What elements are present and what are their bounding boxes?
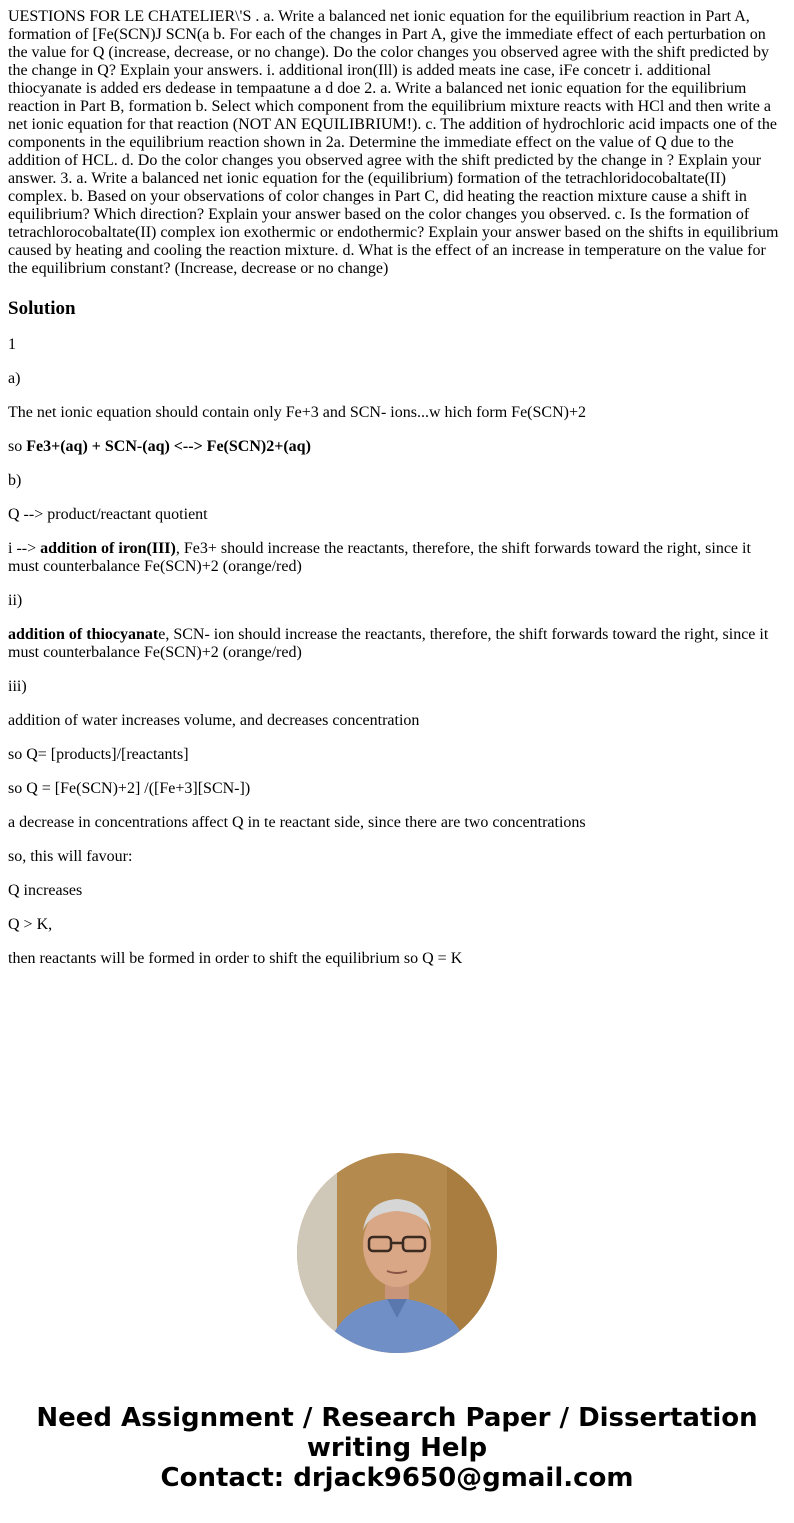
footer-contact: Contact: drjack9650@gmail.com xyxy=(160,1463,634,1493)
solution-paragraph: Q increases xyxy=(8,882,83,899)
bold-equation: Fe3+(aq) + SCN-(aq) <--> Fe(SCN)2+(aq) xyxy=(26,438,311,455)
solution-paragraph: a decrease in concentrations affect Q in te reactant side, since there are two concentrations xyxy=(8,814,586,831)
solution-paragraph: Q --> product/reactant quotient xyxy=(8,506,208,523)
solution-heading: Solution xyxy=(8,298,76,319)
solution-paragraph: so Q = [Fe(SCN)+2] /([Fe+3][SCN-]) xyxy=(8,780,251,797)
avatar xyxy=(297,1153,497,1353)
solution-paragraph: The net ionic equation should contain only Fe+3 and SCN- ions...w hich form Fe(SCN)+2 xyxy=(8,404,586,421)
solution-paragraph: so Q= [products]/[reactants] xyxy=(8,746,189,763)
solution-paragraph: 1 xyxy=(8,336,16,353)
solution-paragraph: ii) xyxy=(8,592,23,609)
avatar-portrait-icon xyxy=(297,1153,497,1353)
solution-paragraph xyxy=(8,626,786,662)
text-span: i --> xyxy=(8,540,41,557)
contact-footer xyxy=(0,1403,794,1493)
solution-paragraph: a) xyxy=(8,370,21,387)
footer-line: writing Help xyxy=(306,1433,488,1463)
solution-paragraph: iii) xyxy=(8,678,27,695)
solution-paragraph xyxy=(8,438,786,456)
solution-paragraph: b) xyxy=(8,472,22,489)
text-span: e, SCN- ion should increase the reactants, therefore, the shift forwards toward the right, since it must counterbalance Fe(SCN)+2 (orange/red) xyxy=(8,626,769,661)
solution-paragraph: Q > K, xyxy=(8,916,53,933)
text-span: , Fe3+ should increase the reactants, therefore, the shift forwards toward the right, since it must counterbalance Fe(SCN)+2 (orange/red) xyxy=(8,540,751,575)
solution-paragraph: addition of water increases volume, and decreases concentration xyxy=(8,712,420,729)
bold-text: addition of thiocyanat xyxy=(8,626,159,643)
solution-paragraph: then reactants will be formed in order to shift the equilibrium so Q = K xyxy=(8,950,463,967)
bold-text: addition of iron(III) xyxy=(40,540,176,557)
text-span: so xyxy=(8,438,27,455)
question-text: UESTIONS FOR LE CHATELIER\'S . a. Write a balanced net ionic equation for the equilibrium reaction in Part A, formation of [Fe(SCN)J SCN(a b. For each of the changes in Part A, give the immediate effect of each perturbation on the value for Q (increase, decrease, or no change). Do the color changes you observed agree with the shift predicted by the change in Q? Explain your answers. i. additional iron(Ill) is added meats ine case, iFe concetr i. additional thiocyanate is added ers dedease in tempaatune a d doe 2. a. Write a balanced net ionic equation for the equilibrium reaction in Part B, formation b. Select which component from the equilibrium mixture reacts with HCl and then write a net ionic equation for that reaction (NOT AN EQUILIBRIUM!). c. The addition of hydrochloric acid impacts one of the components in the equilibrium reaction shown in 2a. Determine the immediate effect on the value of Q due to the addition of HCL. d. Do the color changes you observed agree with the shift predicted by the change in ? Explain your answer. 3. a. Write a balanced net ionic equation for the (equilibrium) formation of the tetrachloridocobaltate(II) complex. b. Based on your observations of color changes in Part C, did heating the reaction mixture cause a shift in equilibrium? Which direction? Explain your answer based on the color changes you observed. c. Is the formation of tetrachlorocobaltate(II) complex ion exothermic or endothermic? Explain your answer based on the shifts in equilibrium caused by heating and cooling the reaction mixture. d. What is the effect of an increase in temperature on the value for the equilibrium constant? (Increase, decrease or no change) xyxy=(8,8,779,277)
solution-paragraph: so, this will favour: xyxy=(8,848,133,865)
footer-line: Need Assignment / Research Paper / Dissertation xyxy=(36,1403,758,1433)
solution-paragraph xyxy=(8,540,786,576)
